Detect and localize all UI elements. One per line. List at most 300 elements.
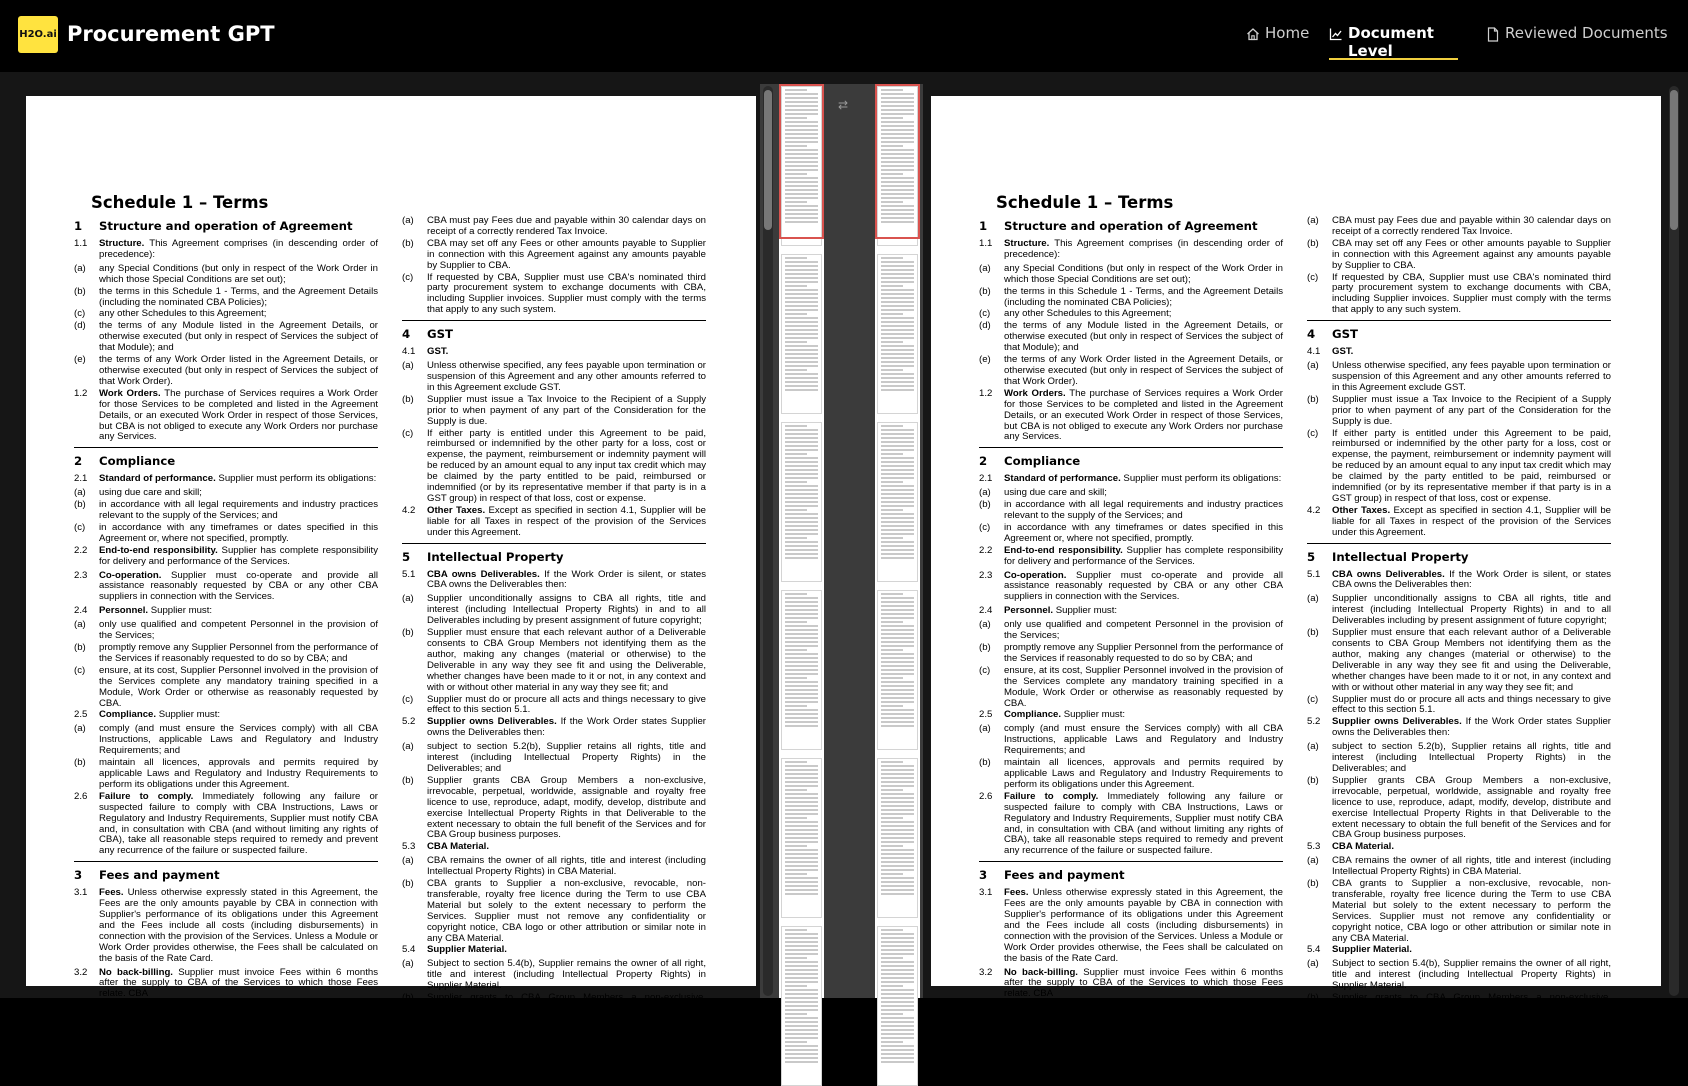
thumbnail-line — [881, 541, 914, 543]
thumbnail-line — [785, 349, 818, 351]
thumbnail-line — [881, 329, 914, 331]
subclause — [1307, 429, 1611, 505]
section-heading — [74, 868, 378, 882]
thumbnail-line — [881, 537, 903, 539]
clause-number: 1 — [74, 219, 83, 233]
thumbnail-line — [785, 125, 818, 127]
clause-heading: Supplier Material. — [427, 944, 507, 956]
nav-document-level[interactable] — [1329, 24, 1458, 60]
clause-text — [99, 309, 378, 320]
clause-number: 4.1 — [1307, 346, 1321, 358]
clause-number: (e) — [979, 354, 991, 366]
thumbnail-line — [881, 153, 914, 155]
section-heading — [979, 868, 1283, 882]
clause-body: comply (and must ensure the Services comply) with all CBA Instructions, applicable Laws and Regulatory and Industry Requirements; and — [1004, 723, 1283, 757]
section-heading — [1307, 327, 1611, 341]
thumbnail-line — [881, 601, 914, 603]
subclause — [74, 643, 378, 665]
thumbnail-line — [881, 357, 914, 359]
clause-text — [1332, 945, 1611, 956]
sync-scroll-icon[interactable]: ⇄ — [838, 98, 849, 112]
clause-body: The purchase of Services requires a Work Order for those Services to be completed and listed in the Agreement Details, or an executed Work Order in respect of those Services, but CBA is not obliged to execute any Work Orders nor purchase any Services. — [99, 387, 378, 443]
clause-number: 4.1 — [402, 346, 416, 358]
thumbnail-line — [881, 377, 914, 379]
clause-body: Supplier has complete responsibility for delivery and performance of the Services. — [1004, 544, 1283, 567]
subclause — [1307, 628, 1611, 693]
thumbnail-line — [785, 493, 818, 495]
nav-reviewed-documents[interactable] — [1486, 24, 1668, 60]
scrollbar-thumb-right[interactable] — [1670, 90, 1678, 230]
document-page-left[interactable] — [26, 96, 756, 1014]
clause-number: (b) — [979, 757, 991, 769]
thumbnail-line — [881, 333, 914, 335]
clause-text — [1004, 355, 1283, 388]
thumbnail-line — [785, 885, 818, 887]
thumbnail-line — [881, 981, 914, 983]
thumbnail-line — [881, 637, 914, 639]
h2o-logo[interactable]: H2O.ai — [18, 16, 58, 53]
page-thumbnail[interactable] — [877, 590, 918, 750]
subclause — [1307, 273, 1611, 317]
clause-text — [1004, 474, 1283, 485]
thumbnail-line — [881, 193, 914, 195]
thumbnail-line — [785, 365, 818, 367]
clause-body: Unless otherwise expressly stated in this Agreement, the Fees are the only amounts payable by CBA in connection with Supplier's performance of its obligations under this Agreement and the Fees include all costs (including disbursements) in connection with the provision of the Services. Unless a Module or Work Order provides otherwise, the Fees shall be calculated on the basis of the Rate Card. — [1004, 887, 1283, 964]
thumbnail-line — [785, 277, 818, 279]
thumbnail-line — [881, 929, 903, 931]
thumbnail-line — [881, 709, 914, 711]
thumbnail-line — [785, 441, 818, 443]
clause-number: 3.1 — [979, 887, 993, 899]
thumbnail-line — [881, 705, 903, 707]
thumbnail-line — [785, 825, 818, 827]
thumbnail-line — [881, 713, 914, 715]
clause-number: 2.4 — [979, 605, 993, 617]
thumbnail-line — [881, 853, 914, 855]
page-thumbnail[interactable] — [781, 590, 822, 750]
clause-number: (a) — [979, 619, 991, 631]
clause-text — [99, 321, 378, 354]
clause — [979, 606, 1283, 617]
thumbnail-line — [785, 993, 818, 995]
thumbnail-line — [881, 321, 914, 323]
clause-text — [99, 643, 378, 665]
nav-home[interactable] — [1246, 24, 1309, 60]
thumbnail-line — [881, 661, 914, 663]
clause-body: Supplier must do or procure all acts and things necessary to give effect to this section 5.1. — [1332, 693, 1611, 716]
left-column — [979, 214, 1283, 1003]
clause-text — [1004, 571, 1283, 604]
thumbnail-line — [785, 969, 818, 971]
thumbnail-line — [881, 97, 914, 99]
scrollbar-thumb-left[interactable] — [764, 90, 772, 230]
thumbnail-line — [881, 721, 914, 723]
thumbnail-line — [785, 861, 818, 863]
subclause — [402, 361, 706, 394]
thumbnail-line — [881, 837, 914, 839]
clause-number: 1.2 — [979, 387, 993, 399]
clause-heading: End-to-end responsibility. — [1004, 544, 1123, 556]
thumbnail-line — [881, 361, 914, 363]
clause — [1307, 945, 1611, 956]
thumbnail-line — [785, 849, 818, 851]
thumbnail-line — [785, 157, 818, 159]
subclause — [1307, 959, 1611, 992]
page-thumbnail[interactable] — [781, 254, 822, 414]
thumbnail-line — [785, 161, 818, 163]
thumbnail-line — [785, 685, 818, 687]
thumbnail-line — [881, 469, 914, 471]
right-column — [1307, 216, 1611, 1016]
thumbnail-line — [785, 893, 818, 895]
clause-text — [1004, 500, 1283, 522]
thumbnail-line — [881, 833, 914, 835]
thumbnail-line — [881, 461, 914, 463]
clause — [74, 571, 378, 604]
thumbnail-line — [881, 605, 914, 607]
clause-text — [427, 945, 706, 956]
clause-text — [99, 620, 378, 642]
clause-text — [99, 666, 378, 710]
clause-text — [99, 287, 378, 309]
clause-text — [1004, 264, 1283, 286]
clause-heading: No back-billing. — [1004, 966, 1078, 978]
clause — [74, 239, 378, 261]
thumbnail-line — [881, 785, 914, 787]
clause-body: in accordance with any timeframes or dates specified in this Agreement or, where not specified, promptly. — [1004, 521, 1283, 544]
thumbnail-line — [785, 973, 818, 975]
clause-text — [1004, 239, 1283, 261]
page-thumbnail[interactable] — [781, 926, 822, 1086]
scrollbar-left[interactable] — [763, 86, 773, 996]
clause-heading: Structure. — [1004, 238, 1050, 249]
thumbnail-line — [785, 837, 818, 839]
thumbnail-line — [785, 373, 818, 375]
clause-heading: Personnel. — [99, 605, 149, 617]
thumbnail-line — [785, 505, 818, 507]
thumbnail-line — [881, 305, 914, 307]
clause — [1307, 717, 1611, 739]
page-thumbnail[interactable] — [877, 422, 918, 582]
thumbnail-line — [785, 141, 818, 143]
thumbnail-line — [785, 1037, 818, 1039]
subclause — [402, 594, 706, 627]
clause-text — [99, 758, 378, 791]
thumbnail-line — [881, 949, 914, 951]
clause-number: 2.2 — [979, 544, 993, 556]
clause-body: any Special Conditions (but only in respect of the Work Order in which those Special Conditions are set out); — [1004, 262, 1283, 285]
clause-text — [1332, 842, 1611, 853]
page-thumbnail[interactable] — [877, 926, 918, 1086]
thumbnail-line — [785, 101, 818, 103]
thumbnail-line — [881, 609, 914, 611]
clause-text — [99, 500, 378, 522]
clause-heading: CBA Material. — [427, 841, 490, 853]
thumbnail-line — [881, 173, 903, 175]
page-thumbnail[interactable] — [781, 758, 822, 918]
thumbnail-line — [881, 625, 914, 627]
clause-body: Unless otherwise specified, any fees payable upon termination or suspension of this Agreement and any other amounts referred to in this Agreement exclude GST. — [427, 360, 706, 393]
page-thumbnail[interactable] — [877, 86, 918, 246]
thumbnail-line — [785, 653, 818, 655]
thumbnail-line — [881, 1029, 914, 1031]
clause-text — [99, 888, 378, 964]
clause-text — [99, 239, 378, 261]
thumbnail-line — [881, 509, 903, 511]
thumbnail-line — [881, 1057, 914, 1059]
clause — [979, 571, 1283, 604]
clause-heading: Work Orders. — [99, 387, 161, 399]
clause-body: maintain all licences, approvals and permits required by applicable Laws and Regulatory and Industry Requirements to perform its obligations under this Agreement. — [1004, 757, 1283, 790]
thumbnail-line — [881, 525, 914, 527]
thumbnail-line — [881, 641, 914, 643]
clause-text — [1004, 620, 1283, 642]
thumbnail-column-left[interactable] — [779, 84, 824, 998]
thumbnail-line — [785, 1053, 818, 1055]
clause-body: in accordance with all legal requirements and industry practices relevant to the supply of the Services; and — [99, 499, 378, 522]
thumbnail-line — [785, 865, 818, 867]
thumbnail-line — [785, 1005, 818, 1007]
thumbnail-line — [785, 353, 818, 355]
thumbnail-line — [881, 1025, 914, 1027]
thumbnail-line — [785, 1009, 818, 1011]
page-thumbnail[interactable] — [877, 254, 918, 414]
clause-text — [1004, 758, 1283, 791]
page-thumbnail[interactable] — [877, 758, 918, 918]
clause-body: Supplier must perform its obligations: — [215, 473, 377, 485]
thumbnail-line — [881, 689, 914, 691]
thumbnail-line — [785, 145, 807, 147]
thumbnail-line — [881, 169, 914, 171]
subclause — [979, 758, 1283, 791]
thumbnail-line — [881, 273, 914, 275]
thumbnail-line — [785, 1049, 818, 1051]
clause-number: 4.2 — [402, 504, 416, 516]
subclause — [979, 523, 1283, 545]
subclause — [74, 355, 378, 388]
subclause — [74, 666, 378, 710]
thumbnail-line — [881, 789, 903, 791]
clause-heading: GST. — [427, 346, 449, 358]
thumbnail-line — [881, 725, 914, 727]
thumbnail-line — [785, 181, 818, 183]
thumbnail-line — [881, 685, 914, 687]
thumbnail-line — [881, 505, 914, 507]
thumbnail-line — [785, 117, 807, 119]
thumbnail-line — [881, 885, 914, 887]
clause-text — [1332, 570, 1611, 592]
clause-body: any other Schedules to this Agreement; — [1004, 308, 1172, 320]
thumbnail-line — [881, 845, 903, 847]
thumbnail-line — [785, 813, 818, 815]
thumbnail-line — [881, 933, 914, 935]
thumbnail-line — [881, 777, 914, 779]
clause-text — [1004, 710, 1283, 721]
thumbnail-line — [881, 825, 914, 827]
thumbnail-line — [881, 301, 914, 303]
clause-number: (a) — [1307, 360, 1319, 372]
document-page-right[interactable] — [931, 96, 1661, 1014]
thumbnail-line — [881, 521, 914, 523]
clause-number: 1.1 — [979, 238, 993, 249]
subclause — [1307, 742, 1611, 775]
clause-body: If the Work Order states Supplier owns the Deliverables then: — [1332, 716, 1611, 739]
clause-number: (b) — [1307, 237, 1319, 249]
clause-text — [1004, 488, 1283, 499]
thumbnail-line — [785, 665, 818, 667]
clause-number: (a) — [74, 723, 86, 735]
clause-body: Supplier unconditionally assigns to CBA all rights, title and interest (including Intellectual Property Rights) in and to all Deliverables including by present assignment of future copyright; — [427, 593, 706, 627]
thumbnail-line — [785, 641, 818, 643]
clause-text — [1004, 389, 1283, 444]
section-divider — [74, 861, 378, 862]
section-heading — [979, 454, 1283, 468]
scrollbar-right[interactable] — [1669, 86, 1679, 996]
clause-text — [99, 264, 378, 286]
page-thumbnail-strip[interactable] — [760, 84, 923, 998]
thumbnail-line — [881, 485, 914, 487]
thumbnail-line — [881, 141, 914, 143]
clause-number: (b) — [1307, 878, 1319, 890]
section-heading — [402, 550, 706, 564]
thumbnail-line — [785, 869, 818, 871]
page-thumbnail[interactable] — [781, 86, 822, 246]
thumbnail-line — [881, 489, 914, 491]
thumbnail-line — [881, 857, 914, 859]
clause-text — [1332, 506, 1611, 539]
clause-number: (a) — [402, 215, 414, 226]
clause-number: 3 — [74, 868, 83, 883]
thumbnail-line — [881, 353, 914, 355]
thumbnail-line — [785, 673, 818, 675]
clause-body: If requested by CBA, Supplier must use CBA's nominated third party procurement system to exchange documents with CBA, including Supplier invoices. Supplier must comply with the terms that apply to any such system. — [427, 271, 706, 316]
clause-body: CBA grants to Supplier a non-exclusive, revocable, non-transferable, royalty free licence during the Term to use CBA Material but solely to the extent necessary to perform the Services. Supplier must not remove any confidentiality or copyright notice, CBA logo or other attribution or similar note in any CBA Material. — [427, 878, 706, 944]
clause-text — [1332, 776, 1611, 841]
thumbnail-line — [881, 977, 914, 979]
clause-number: 3.1 — [74, 887, 88, 899]
subclause — [1307, 395, 1611, 428]
clause-body: Supplier must: — [1061, 709, 1126, 721]
thumbnail-line — [881, 157, 914, 159]
clause-text — [99, 546, 378, 568]
thumbnail-line — [881, 1049, 914, 1051]
thumbnail-line — [785, 701, 818, 703]
thumbnail-line — [785, 281, 818, 283]
thumbnail-line — [785, 473, 818, 475]
clause-body: Supplier must issue a Tax Invoice to the Recipient of a Supply prior to when payment of any part of the Consideration for the Supply is due. — [427, 393, 706, 427]
section-heading — [1307, 550, 1611, 564]
clause-number: (d) — [979, 320, 991, 332]
thumbnail-line — [881, 197, 914, 199]
thumbnail-line — [785, 985, 807, 987]
clause-text — [1332, 879, 1611, 944]
thumbnail-line — [785, 501, 818, 503]
thumbnail-line — [881, 1053, 914, 1055]
clause-body: If either party is entitled under this Agreement to be paid, reimbursed or indemnified by the other party for a loss, cost or expense, the payment, reimbursement or indemnity payment will be reduced by an amount equal to any input tax credit which may be claimed by the party entitled to be paid, reimbursed or indemnified (or by its representative member if that party is in a GST group) in respect of that loss, cost or expense. — [427, 427, 706, 504]
clause-number: (b) — [402, 992, 414, 1004]
thumbnail-line — [785, 317, 818, 319]
thumbnail-line — [881, 433, 914, 435]
document-title: Schedule 1 – Terms — [91, 193, 269, 212]
subclause — [1307, 239, 1611, 272]
thumbnail-line — [785, 197, 818, 199]
thumbnail-line — [881, 205, 914, 207]
section-divider — [979, 447, 1283, 448]
clause-body: Supplier must ensure that each relevant author of a Deliverable consents to CBA Group Members not identifying them as the author, making any changes (material or otherwise) to the Deliverable in any way they see fit and using the Deliverable, whether changes have been made to it or not, in any context and with or without other material in any way they see fit; and — [1332, 627, 1611, 693]
thumbnail-line — [785, 213, 818, 215]
clause-body: CBA remains the owner of all rights, title and interest (including Intellectual Property Rights) in CBA Material. — [427, 855, 706, 878]
clause-text — [427, 570, 706, 592]
page-thumbnail[interactable] — [781, 422, 822, 582]
clause-number: 4 — [402, 327, 411, 342]
clause-body: any Special Conditions (but only in respect of the Work Order in which those Special Conditions are set out); — [99, 262, 378, 285]
clause-number: (b) — [402, 774, 414, 786]
thumbnail-line — [785, 165, 818, 167]
thumbnail-line — [785, 149, 818, 151]
clause-number: 5.3 — [1307, 841, 1321, 853]
clause-heading: Standard of performance. — [1004, 473, 1121, 485]
thumbnail-line — [785, 361, 818, 363]
clause-number: (b) — [1307, 393, 1319, 405]
thumbnail-line — [881, 269, 914, 271]
clause-text — [427, 742, 706, 775]
thumbnail-line — [881, 129, 914, 131]
clause-number: (a) — [402, 741, 414, 753]
thumbnail-line — [881, 945, 914, 947]
clause-number: (b) — [1307, 774, 1319, 786]
thumbnail-line — [881, 769, 914, 771]
subclause — [402, 879, 706, 944]
document-compare-area — [0, 72, 1688, 1014]
thumbnail-line — [785, 597, 818, 599]
clause-number: (b) — [979, 285, 991, 297]
clause-heading: Failure to comply. — [99, 790, 194, 802]
clause-number: (b) — [402, 237, 414, 249]
thumbnail-line — [881, 621, 903, 623]
clause-body: Supplier must issue a Tax Invoice to the Recipient of a Supply prior to when payment of any part of the Consideration for the Supply is due. — [1332, 393, 1611, 427]
clause-text — [427, 856, 706, 878]
thumbnail-line — [785, 709, 818, 711]
thumbnail-line — [881, 649, 903, 651]
thumbnail-line — [881, 105, 914, 107]
thumbnail-line — [785, 965, 818, 967]
thumbnail-line — [881, 697, 914, 699]
clause-heading: No back-billing. — [99, 966, 173, 978]
thumbnail-column-right[interactable] — [875, 84, 920, 998]
clause-text — [427, 879, 706, 944]
thumbnail-line — [785, 557, 818, 559]
clause-body: Supplier must perform its obligations: — [1120, 473, 1282, 485]
section-divider — [402, 320, 706, 321]
thumbnail-line — [881, 149, 914, 151]
clause-text — [99, 571, 378, 604]
subclause — [74, 309, 378, 320]
subclause — [74, 724, 378, 757]
thumbnail-line — [785, 841, 818, 843]
thumbnail-line — [785, 989, 818, 991]
clause-body: If the Work Order is silent, or states CBA owns the Deliverables then: — [427, 568, 706, 591]
clause-text — [427, 273, 706, 317]
clause-heading: Other Taxes. — [1332, 504, 1391, 516]
thumbnail-line — [785, 453, 807, 455]
thumbnail-line — [785, 329, 818, 331]
thumbnail-line — [881, 441, 914, 443]
clause-text — [427, 361, 706, 394]
thumbnail-line — [881, 117, 903, 119]
thumbnail-line — [881, 701, 914, 703]
thumbnail-line — [881, 597, 914, 599]
clause-heading: Supplier owns Deliverables. — [427, 716, 557, 728]
